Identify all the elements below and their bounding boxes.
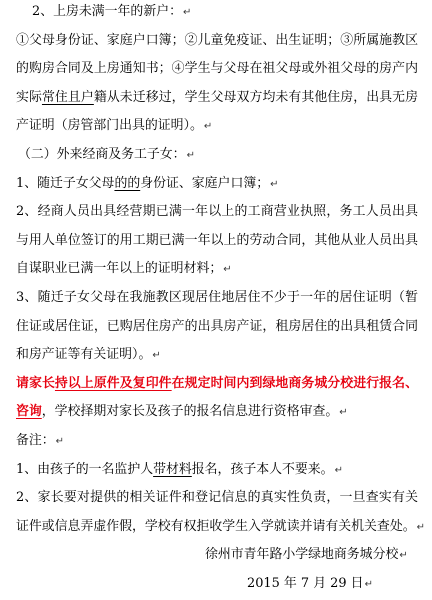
line-text: 和房产证等有关证明）。 xyxy=(16,347,152,363)
new-households-heading-text: 2、上房未满一年的新户： xyxy=(32,4,182,19)
underlined-text: 的的 xyxy=(114,175,141,191)
paragraph-mark: ↵ xyxy=(364,578,373,590)
paragraph-mark: ↵ xyxy=(55,435,65,447)
line-text: 住证或居住证，已购居住房产的出具房产证，租房居住的出具租赁合同 xyxy=(16,318,418,334)
line-text: 身份证、家庭户口簿； xyxy=(140,175,270,191)
paragraph-mark: ↵ xyxy=(416,521,425,533)
paragraph-mark: ↵ xyxy=(186,149,195,161)
line-text: 1、随迁子女父母 xyxy=(16,175,115,191)
line-text: 籍从未迁移过，学生父母双方均未有其他住房，出具无房 xyxy=(93,89,418,105)
registration-notice-line-1 xyxy=(0,370,418,399)
line-text: 实际 xyxy=(16,89,42,105)
signature-school xyxy=(0,541,432,570)
paragraph-mark: ↵ xyxy=(399,550,408,562)
migrant-item3-line-1 xyxy=(0,284,418,313)
notice-text: 请家长 xyxy=(16,375,55,391)
line-text: 1、由孩子的一名监护人 xyxy=(16,461,154,477)
line-text: 3、随迁子女父母在我施教区现居住地居住不少于一年的居住证明（暂 xyxy=(16,289,418,305)
remarks-item1 xyxy=(0,456,432,485)
migrant-item2-line-2 xyxy=(0,227,418,256)
migrant-children-heading xyxy=(0,141,432,170)
new-households-line-1 xyxy=(0,27,418,56)
migrant-item3-line-2 xyxy=(0,313,418,342)
remarks-item2-line-2 xyxy=(0,513,432,542)
migrant-item2-line-3 xyxy=(0,255,432,284)
section-heading-text: （二）外来经商及务工子女： xyxy=(18,146,186,162)
line-text: ①父母身份证、家庭户口簿；②儿童免疫证、出生证明；③所属施教区 xyxy=(16,32,418,48)
line-text: 与用人单位签订的用工期已满一年以上的劳动合同，其他从业人员出具 xyxy=(16,232,418,248)
paragraph-mark: ↵ xyxy=(339,407,348,419)
notice-red-text: 咨询 xyxy=(16,404,42,420)
line-text: 证件或信息弄虚作假，学校有权拒收学生入学就读并请有关机关查处。 xyxy=(16,518,416,534)
underlined-text: 常住且户 xyxy=(41,89,94,105)
line-text: ，学校择期对家长及孩子的报名信息进行资格审查。 xyxy=(41,404,339,420)
paragraph-mark: ↵ xyxy=(203,121,213,133)
line-text: 产证明（房管部门出具的证明）。 xyxy=(16,118,203,134)
school-name: 徐州市青年路小学绿地商务城分校 xyxy=(205,547,399,563)
migrant-item1 xyxy=(0,170,432,199)
line-text: 的购房合同及上房通知书；④学生与父母在祖父母或外祖父母的房产内 xyxy=(16,61,418,77)
registration-notice-line-2 xyxy=(0,398,432,427)
notice-text: 在规定时间内到绿地商务城分校进行报名、 xyxy=(171,375,418,391)
new-households-line-3 xyxy=(0,84,418,113)
new-households-line-4 xyxy=(0,112,432,141)
new-households-heading xyxy=(0,0,432,27)
line-text: 报名，孩子本人不要来。 xyxy=(191,461,334,477)
notice-underlined-text: 持以上原件及复印件 xyxy=(54,375,172,391)
line-text: 自谋职业已满一年以上的证明材料； xyxy=(16,261,223,277)
remarks-item2-line-1 xyxy=(0,484,418,513)
line-text: 2、家长要对提供的相关证件和登记信息的真实性负责，一旦查实有关 xyxy=(16,490,418,506)
migrant-item2-line-1 xyxy=(0,198,418,227)
new-households-line-2 xyxy=(0,55,418,84)
migrant-item3-line-3 xyxy=(0,341,432,370)
paragraph-mark: ↵ xyxy=(223,264,232,276)
signature-date xyxy=(0,570,432,599)
line-text: 2、经商人员出具经营期已满一年以上的工商营业执照，务工人员出具 xyxy=(16,204,418,220)
underlined-text: 带材料 xyxy=(153,461,192,477)
paragraph-mark: ↵ xyxy=(334,464,343,476)
remarks-heading xyxy=(0,427,432,456)
remarks-heading-text: 备注： xyxy=(16,432,55,448)
paragraph-mark: ↵ xyxy=(270,178,279,190)
paragraph-mark: ↵ xyxy=(152,350,161,362)
date-text: 2015 年 7 月 29 日 xyxy=(247,575,364,591)
paragraph-mark: ↵ xyxy=(183,7,192,18)
